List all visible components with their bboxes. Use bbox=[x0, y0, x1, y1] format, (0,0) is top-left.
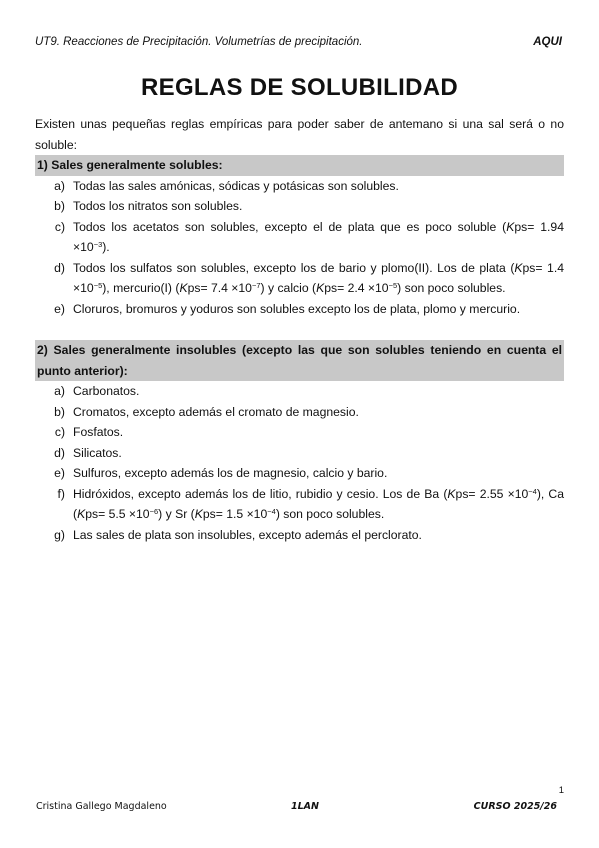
list-item bbox=[35, 176, 564, 197]
intro-paragraph: Existen unas pequeñas reglas empíricas para poder saber de antemano si una sal será o no soluble: bbox=[35, 117, 564, 152]
item-label: d) bbox=[54, 260, 65, 275]
list-item bbox=[35, 422, 564, 443]
item-text: Todas las sales amónicas, sódicas y potásicas son solubles. bbox=[73, 178, 399, 193]
section-1-list bbox=[35, 176, 564, 320]
list-item bbox=[35, 484, 564, 525]
item-label: f) bbox=[57, 486, 65, 501]
header-title: UT9. Reacciones de Precipitación. Volumetrías de precipitación. bbox=[35, 36, 363, 48]
document-body bbox=[35, 114, 564, 545]
item-label: b) bbox=[54, 199, 65, 213]
item-label: c) bbox=[54, 219, 65, 234]
page-number: 1 bbox=[558, 785, 564, 796]
footer-author: Cristina Gallego Magdaleno bbox=[36, 801, 167, 812]
item-label: a) bbox=[54, 178, 65, 193]
list-item bbox=[35, 196, 564, 217]
item-text: Cloruros, bromuros y yoduros son solubles excepto los de plata, plomo y mercurio. bbox=[73, 301, 521, 316]
list-item bbox=[35, 443, 564, 464]
footer-course: CURSO 2025/26 bbox=[473, 801, 557, 812]
section-2-heading: 2) Sales generalmente insolubles (excepto las que son solubles teniendo en cuenta el punto anterior): bbox=[35, 340, 564, 381]
list-item bbox=[35, 463, 564, 484]
item-text: Carbonatos. bbox=[73, 384, 140, 398]
list-item bbox=[35, 217, 564, 258]
item-text: Sulfuros, excepto además los de magnesio, calcio y bario. bbox=[73, 466, 388, 480]
item-text: Hidróxidos, excepto además los de litio, rubidio y cesio. Los de Ba $(Kps= 2.55 \times 10^{-4})$, Ca $(Kps= 5.5 \times 10^{-6})$ y Sr $(Kps= 1.5 \times 10^{-4})$ son poco solubles. bbox=[73, 486, 564, 521]
item-text: Todos los sulfatos son solubles, excepto los de bario y plomo(II). Los de plata $(Kps= 1.4 \times 10^{-5})$, mercurio(I) $(Kps= 7.4 \times 10^{-7})$ y calcio $(Kps= 2.4 \times 10^{-5})$ son poco solubles. bbox=[73, 260, 564, 295]
item-label: e) bbox=[54, 466, 65, 480]
item-label: d) bbox=[54, 445, 65, 460]
item-text: Silicatos. bbox=[73, 445, 122, 460]
list-item bbox=[35, 258, 564, 299]
item-text: Cromatos, excepto además el cromato de magnesio. bbox=[73, 404, 359, 419]
document-title: REGLAS DE SOLUBILIDAD bbox=[141, 74, 458, 101]
item-text: Todos los acetatos son solubles, excepto el de plata que es poco soluble $(Kps= 1.94 \times 10^{-3})$. bbox=[73, 219, 564, 254]
section-2-list bbox=[35, 381, 564, 545]
item-label: c) bbox=[54, 425, 65, 439]
item-text: Las sales de plata son insolubles, excepto además el perclorato. bbox=[73, 527, 422, 542]
item-text: Fosfatos. bbox=[73, 425, 124, 439]
item-label: a) bbox=[54, 384, 65, 398]
item-text: Todos los nitratos son solubles. bbox=[73, 199, 243, 213]
list-item bbox=[35, 402, 564, 423]
item-label: b) bbox=[54, 404, 65, 419]
item-label: e) bbox=[54, 301, 65, 316]
item-label: g) bbox=[54, 527, 65, 542]
list-item bbox=[35, 299, 564, 320]
list-item bbox=[35, 381, 564, 402]
list-item bbox=[35, 525, 564, 546]
section-1-heading: 1) Sales generalmente solubles: bbox=[35, 155, 564, 176]
footer-group: 1LAN bbox=[291, 801, 319, 812]
header-tag: AQUI bbox=[533, 36, 562, 48]
